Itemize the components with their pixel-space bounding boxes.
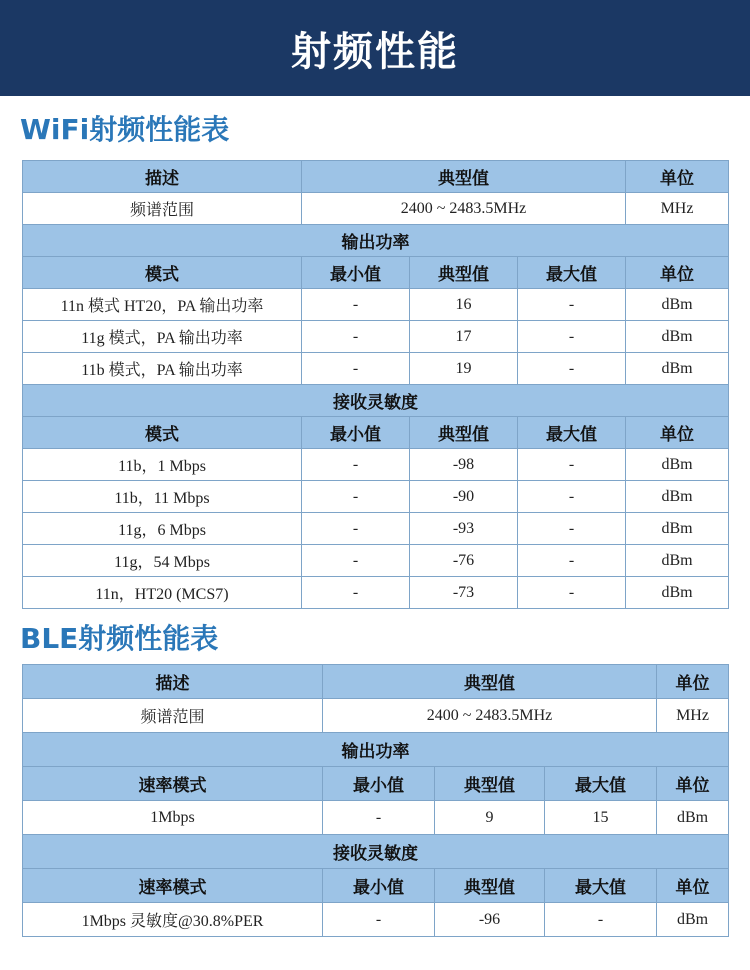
table-row <box>23 321 729 353</box>
header-unit: 单位 <box>657 665 729 699</box>
cell-typ: -73 <box>410 577 518 609</box>
rx-section-title-row <box>23 835 729 869</box>
header-unit: 单位 <box>626 161 729 193</box>
table-row <box>23 353 729 385</box>
rx-section-title: 接收灵敏度 <box>23 835 729 869</box>
cell-mode: 11n 模式 HT20，PA 输出功率 <box>23 289 302 321</box>
header-min: 最小值 <box>323 767 435 801</box>
cell-typ: 9 <box>435 801 545 835</box>
cell-max: - <box>518 321 626 353</box>
cell-typ: 19 <box>410 353 518 385</box>
cell-unit: dBm <box>626 545 729 577</box>
cell-unit: MHz <box>626 193 729 225</box>
header-desc: 描述 <box>23 665 323 699</box>
cell-unit: dBm <box>657 903 729 937</box>
header-unit: 单位 <box>626 417 729 449</box>
ble-rf-table <box>22 664 729 937</box>
table-row <box>23 903 729 937</box>
table-row <box>23 577 729 609</box>
header-max: 最大值 <box>518 257 626 289</box>
cell-desc: 频谱范围 <box>23 699 323 733</box>
table-row <box>23 801 729 835</box>
cell-mode: 11g，54 Mbps <box>23 545 302 577</box>
cell-max: - <box>518 353 626 385</box>
cell-max: 15 <box>545 801 657 835</box>
cell-typ: -76 <box>410 545 518 577</box>
cell-min: - <box>302 545 410 577</box>
page-banner <box>0 0 750 96</box>
ble-section-title: BLE射频性能表 <box>20 622 219 655</box>
header-min: 最小值 <box>323 869 435 903</box>
cell-max: - <box>518 545 626 577</box>
cell-unit: dBm <box>626 449 729 481</box>
rx-section-title: 接收灵敏度 <box>23 385 729 417</box>
cell-mode: 1Mbps 灵敏度@30.8%PER <box>23 903 323 937</box>
header-typ: 典型值 <box>410 417 518 449</box>
cell-min: - <box>302 577 410 609</box>
cell-unit: dBm <box>626 289 729 321</box>
cell-typ: 16 <box>410 289 518 321</box>
cell-min: - <box>302 513 410 545</box>
header-mode: 模式 <box>23 417 302 449</box>
cell-max: - <box>545 903 657 937</box>
spec-row <box>23 193 729 225</box>
wifi-rf-table <box>22 160 729 609</box>
table-row <box>23 289 729 321</box>
tx-section-title-row <box>23 733 729 767</box>
cell-mode: 1Mbps <box>23 801 323 835</box>
banner-title: 射频性能 <box>291 28 459 75</box>
rx-section-title-row <box>23 385 729 417</box>
cell-typ: 2400 ~ 2483.5MHz <box>302 193 626 225</box>
header-mode: 速率模式 <box>23 767 323 801</box>
cell-max: - <box>518 449 626 481</box>
spec-row <box>23 699 729 733</box>
cell-typ: -98 <box>410 449 518 481</box>
table-row <box>23 481 729 513</box>
cell-min: - <box>323 903 435 937</box>
header-unit: 单位 <box>657 767 729 801</box>
cell-typ: -96 <box>435 903 545 937</box>
cell-max: - <box>518 481 626 513</box>
cell-mode: 11b，1 Mbps <box>23 449 302 481</box>
cell-mode: 11b 模式，PA 输出功率 <box>23 353 302 385</box>
header-max: 最大值 <box>518 417 626 449</box>
header-max: 最大值 <box>545 869 657 903</box>
table-row <box>23 449 729 481</box>
cell-unit: MHz <box>657 699 729 733</box>
rx-header-row <box>23 417 729 449</box>
cell-unit: dBm <box>626 481 729 513</box>
header-typ: 典型值 <box>435 869 545 903</box>
cell-min: - <box>302 481 410 513</box>
header-min: 最小值 <box>302 417 410 449</box>
cell-mode: 11n，HT20 (MCS7) <box>23 577 302 609</box>
spec-header-row <box>23 161 729 193</box>
cell-unit: dBm <box>657 801 729 835</box>
header-typ: 典型值 <box>323 665 657 699</box>
wifi-section-title: WiFi射频性能表 <box>20 113 230 146</box>
tx-header-row <box>23 257 729 289</box>
cell-unit: dBm <box>626 513 729 545</box>
table-row <box>23 513 729 545</box>
cell-unit: dBm <box>626 577 729 609</box>
cell-min: - <box>302 321 410 353</box>
tx-section-title: 输出功率 <box>23 225 729 257</box>
cell-typ: 17 <box>410 321 518 353</box>
header-mode: 速率模式 <box>23 869 323 903</box>
cell-mode: 11b，11 Mbps <box>23 481 302 513</box>
cell-desc: 频谱范围 <box>23 193 302 225</box>
header-unit: 单位 <box>626 257 729 289</box>
tx-section-title: 输出功率 <box>23 733 729 767</box>
header-max: 最大值 <box>545 767 657 801</box>
header-mode: 模式 <box>23 257 302 289</box>
cell-min: - <box>323 801 435 835</box>
cell-max: - <box>518 513 626 545</box>
header-min: 最小值 <box>302 257 410 289</box>
header-typ: 典型值 <box>410 257 518 289</box>
tx-section-title-row <box>23 225 729 257</box>
cell-unit: dBm <box>626 353 729 385</box>
cell-max: - <box>518 289 626 321</box>
header-typ: 典型值 <box>435 767 545 801</box>
cell-max: - <box>518 577 626 609</box>
cell-min: - <box>302 449 410 481</box>
table-row <box>23 545 729 577</box>
spec-header-row <box>23 665 729 699</box>
cell-min: - <box>302 353 410 385</box>
cell-mode: 11g 模式，PA 输出功率 <box>23 321 302 353</box>
cell-min: - <box>302 289 410 321</box>
header-typ: 典型值 <box>302 161 626 193</box>
rx-header-row <box>23 869 729 903</box>
cell-typ: -93 <box>410 513 518 545</box>
cell-typ: -90 <box>410 481 518 513</box>
cell-typ: 2400 ~ 2483.5MHz <box>323 699 657 733</box>
header-desc: 描述 <box>23 161 302 193</box>
cell-mode: 11g，6 Mbps <box>23 513 302 545</box>
cell-unit: dBm <box>626 321 729 353</box>
header-unit: 单位 <box>657 869 729 903</box>
tx-header-row <box>23 767 729 801</box>
